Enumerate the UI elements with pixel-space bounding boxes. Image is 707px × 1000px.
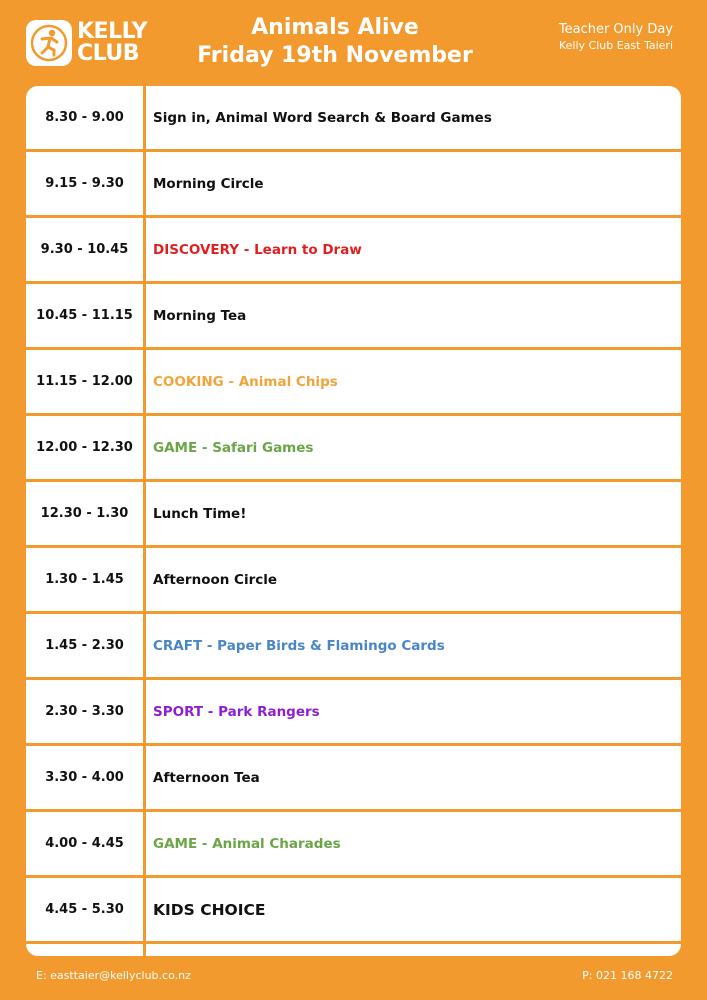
schedule-row <box>26 878 681 944</box>
header <box>0 0 707 86</box>
schedule-row <box>26 86 681 152</box>
schedule-row <box>26 614 681 680</box>
activity-name: Afternoon Circle <box>153 571 278 588</box>
activity-name: KIDS CHOICE <box>153 900 266 919</box>
activity-name: CRAFT - Paper Birds & Flamingo Cards <box>153 637 445 654</box>
activity-name: Sign in, Animal Word Search & Board Games <box>153 109 492 126</box>
activity-name: Afternoon Tea <box>153 769 260 786</box>
day-type: Teacher Only Day <box>558 22 673 37</box>
schedule-row <box>26 746 681 812</box>
schedule-row <box>26 812 681 878</box>
program-title: Animals Alive <box>251 15 419 40</box>
logo-line-2: CLUB <box>77 41 140 66</box>
time-slot: 3.30 - 4.00 <box>45 770 124 785</box>
logo-figure-icon <box>26 20 72 66</box>
time-slot: 4.00 - 4.45 <box>45 836 124 851</box>
schedule-row <box>26 416 681 482</box>
activity-name: Lunch Time! <box>153 505 247 522</box>
time-slot: 9.30 - 10.45 <box>40 242 129 257</box>
schedule-row <box>26 548 681 614</box>
activity-name: GAME - Safari Games <box>153 439 314 456</box>
time-slot: 11.15 - 12.00 <box>36 374 133 389</box>
schedule-row <box>26 482 681 548</box>
logo-wordmark <box>77 21 147 65</box>
program-date: Friday 19th November <box>197 43 473 68</box>
schedule-row <box>26 218 681 284</box>
page-title <box>150 14 520 70</box>
schedule-row <box>26 284 681 350</box>
schedule-table <box>26 86 681 956</box>
schedule-row <box>26 350 681 416</box>
time-slot: 2.30 - 3.30 <box>45 704 124 719</box>
time-slot: 4.45 - 5.30 <box>45 902 124 917</box>
time-slot: 1.30 - 1.45 <box>45 572 124 587</box>
activity-name: Morning Circle <box>153 175 264 192</box>
time-slot: 10.45 - 11.15 <box>36 308 133 323</box>
activity-name: GAME - Animal Charades <box>153 835 341 852</box>
header-info <box>559 21 673 53</box>
time-slot: 1.45 - 2.30 <box>45 638 124 653</box>
activity-name: Morning Tea <box>153 307 247 324</box>
activity-name: SPORT - Park Rangers <box>153 703 320 720</box>
contact-phone: P: 021 168 4722 <box>582 969 673 982</box>
time-slot: 12.30 - 1.30 <box>40 506 129 521</box>
logo-line-1: KELLY <box>77 19 148 44</box>
schedule-row <box>26 152 681 218</box>
club-location: Kelly Club East Taieri <box>558 39 673 52</box>
schedule-row <box>26 680 681 746</box>
contact-email: E: easttaier@kellyclub.co.nz <box>36 969 191 982</box>
activity-name: COOKING - Animal Chips <box>153 373 338 390</box>
time-slot: 9.15 - 9.30 <box>45 176 124 191</box>
time-slot: 8.30 - 9.00 <box>45 110 124 125</box>
activity-name: DISCOVERY - Learn to Draw <box>153 241 362 258</box>
kelly-club-logo <box>26 20 147 66</box>
time-slot: 12.00 - 12.30 <box>36 440 133 455</box>
